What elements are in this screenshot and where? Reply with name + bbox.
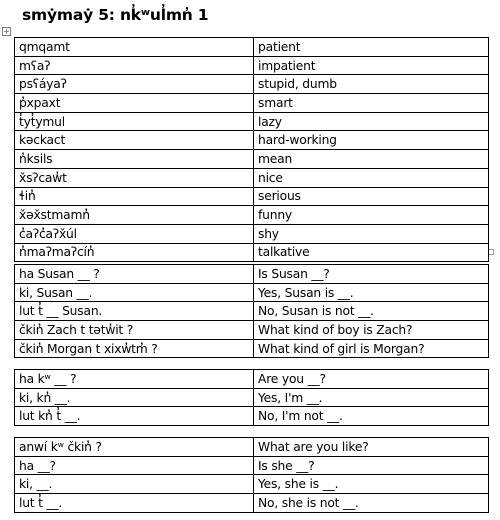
english-translation-cell[interactable]: Yes, she is __. [254, 475, 489, 494]
table-row [15, 407, 489, 426]
she-questions-table [14, 437, 489, 513]
english-translation-cell[interactable]: smart [254, 94, 489, 113]
english-translation-cell[interactable]: hard-working [254, 131, 489, 150]
salish-phrase-cell[interactable]: qmqamt [15, 38, 254, 57]
salish-phrase-cell[interactable]: lut t̓ __ Susan. [15, 302, 254, 321]
salish-phrase-cell[interactable]: x̌əx̌stmamn̓ [15, 206, 254, 225]
table-row [15, 112, 489, 131]
english-translation-cell[interactable]: funny [254, 206, 489, 225]
table-row [15, 75, 489, 94]
salish-phrase-cell[interactable]: ha __? [15, 456, 254, 475]
english-translation-cell[interactable]: stupid, dumb [254, 75, 489, 94]
salish-phrase-cell[interactable]: lut t̓ __. [15, 494, 254, 513]
english-translation-cell[interactable]: Are you __? [254, 370, 489, 389]
table-row [15, 339, 489, 358]
salish-phrase-cell[interactable]: ki, Susan __. [15, 283, 254, 302]
english-translation-cell[interactable]: Yes, I'm __. [254, 388, 489, 407]
salish-phrase-cell[interactable]: x̌sʔcaw̓t [15, 168, 254, 187]
english-translation-cell[interactable]: impatient [254, 56, 489, 75]
salish-phrase-cell[interactable]: ki, kn̓ __. [15, 388, 254, 407]
table-row [15, 321, 489, 340]
salish-phrase-cell[interactable]: n̓maʔmaʔcín̓ [15, 243, 254, 262]
table-row [15, 388, 489, 407]
table-row [15, 56, 489, 75]
you-questions-table [14, 369, 489, 426]
table-row [15, 243, 489, 262]
table-row [15, 283, 489, 302]
table-row [15, 475, 489, 494]
salish-phrase-cell[interactable]: čkin̓ Zach t tətw̓it ? [15, 321, 254, 340]
english-translation-cell[interactable]: patient [254, 38, 489, 57]
table-row [15, 38, 489, 57]
english-translation-cell[interactable]: talkative [254, 243, 489, 262]
english-translation-cell[interactable]: No, she is not __. [254, 494, 489, 513]
english-translation-cell[interactable]: lazy [254, 112, 489, 131]
salish-phrase-cell[interactable]: t̓yt̓ymul [15, 112, 254, 131]
english-translation-cell[interactable]: What kind of boy is Zach? [254, 321, 489, 340]
salish-phrase-cell[interactable]: n̓ksils [15, 150, 254, 169]
table-row [15, 456, 489, 475]
english-translation-cell[interactable]: nice [254, 168, 489, 187]
english-translation-cell[interactable]: shy [254, 224, 489, 243]
english-translation-cell[interactable]: No, Susan is not __. [254, 302, 489, 321]
english-translation-cell[interactable]: What are you like? [254, 438, 489, 457]
salish-phrase-cell[interactable]: mʕaʔ [15, 56, 254, 75]
salish-phrase-cell[interactable]: čkin̓ Morgan t xixw̓tm̓ ? [15, 339, 254, 358]
table-row [15, 168, 489, 187]
english-translation-cell[interactable]: mean [254, 150, 489, 169]
salish-phrase-cell[interactable]: psʕáyaʔ [15, 75, 254, 94]
english-translation-cell[interactable]: Is Susan __? [254, 265, 489, 284]
table-row [15, 187, 489, 206]
english-translation-cell[interactable]: No, I'm not __. [254, 407, 489, 426]
salish-phrase-cell[interactable]: ɬin̓ [15, 187, 254, 206]
table-row [15, 438, 489, 457]
susan-questions-table [14, 264, 489, 358]
table-row [15, 94, 489, 113]
salish-phrase-cell[interactable]: ki, __. [15, 475, 254, 494]
table-move-handle-icon[interactable]: + [3, 27, 10, 36]
table-row [15, 150, 489, 169]
salish-phrase-cell[interactable]: kəckact [15, 131, 254, 150]
english-translation-cell[interactable]: Yes, Susan is __. [254, 283, 489, 302]
english-translation-cell[interactable]: Is she __? [254, 456, 489, 475]
page-title: smẏmaẏ 5: nk̓ʷul̓mn̓ 1 [22, 6, 209, 24]
english-translation-cell[interactable]: serious [254, 187, 489, 206]
table-row [15, 206, 489, 225]
vocabulary-table [14, 37, 489, 262]
salish-phrase-cell[interactable]: p̓xpaxt [15, 94, 254, 113]
salish-phrase-cell[interactable]: anwí kʷ čkin̓ ? [15, 438, 254, 457]
english-translation-cell[interactable]: What kind of girl is Morgan? [254, 339, 489, 358]
salish-phrase-cell[interactable]: lut kn̓ t̓ __. [15, 407, 254, 426]
table-row [15, 131, 489, 150]
table-row [15, 265, 489, 284]
salish-phrase-cell[interactable]: c̓aʔc̓aʔx̌úl [15, 224, 254, 243]
salish-phrase-cell[interactable]: ha Susan __ ? [15, 265, 254, 284]
table-row [15, 224, 489, 243]
table-row [15, 302, 489, 321]
table-row [15, 494, 489, 513]
table-row [15, 370, 489, 389]
salish-phrase-cell[interactable]: ha kʷ __ ? [15, 370, 254, 389]
